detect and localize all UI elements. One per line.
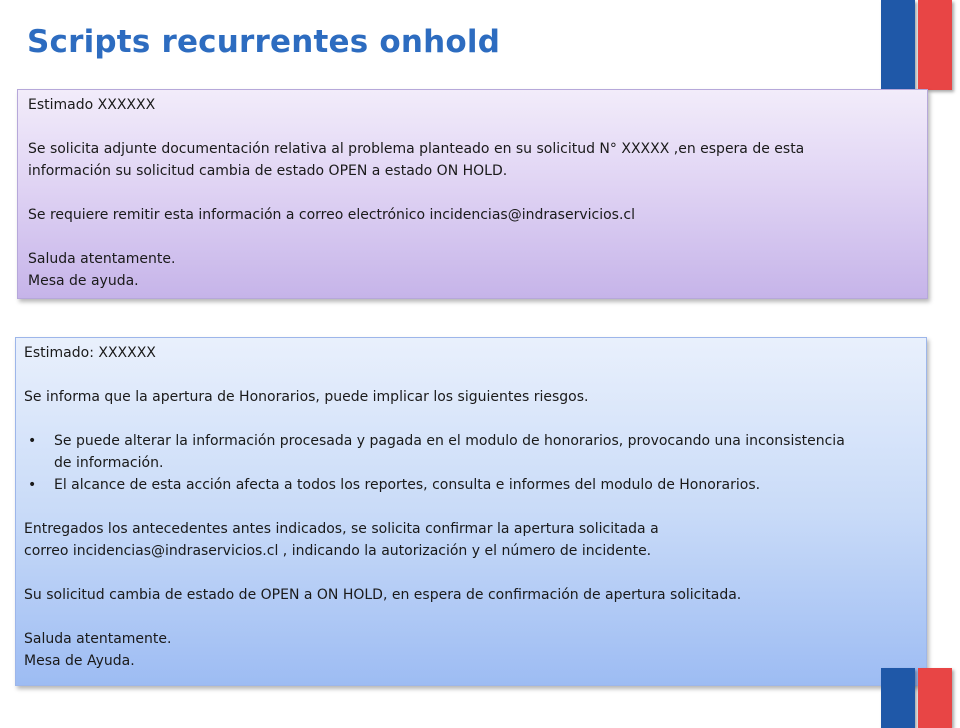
- flag-red-bar: [918, 668, 952, 728]
- status-change-line: Su solicitud cambia de estado de OPEN a ON HOLD, en espera de confirmación de apertura solicitada.: [24, 587, 742, 603]
- slide-title: Scripts recurrentes onhold: [27, 24, 501, 60]
- greeting: Estimado: XXXXXX: [24, 345, 156, 361]
- bullet-text-line: El alcance de esta acción afecta a todos los reportes, consulta e informes del modulo de Honorarios.: [54, 477, 761, 493]
- bullet-marker: •: [28, 433, 37, 449]
- closing-line: Saluda atentamente.: [28, 251, 176, 267]
- flag-blue-bar: [881, 668, 915, 728]
- risk-bullet-item: [24, 474, 918, 496]
- signature-line: Mesa de Ayuda.: [24, 653, 135, 669]
- intro-line: Se informa que la apertura de Honorarios, puede implicar los siguientes riesgos.: [24, 389, 589, 405]
- honorarios-risk-script-box: [15, 337, 927, 686]
- flag-red-bar: [918, 0, 952, 90]
- paragraph-line: Se solicita adjunte documentación relativa al problema planteado en su solicitud N° XXXXX ,en espera de esta: [28, 141, 805, 157]
- onhold-documentation-script-box: [17, 89, 928, 299]
- paragraph-line: información su solicitud cambia de estado OPEN a estado ON HOLD.: [28, 163, 508, 179]
- greeting: Estimado XXXXXX: [28, 97, 156, 113]
- risk-bullet-item: [24, 430, 918, 474]
- bullet-text-line: de información.: [54, 455, 164, 471]
- flag-decoration-bottom: [881, 668, 952, 728]
- paragraph-line: Entregados los antecedentes antes indicados, se solicita confirmar la apertura solicitada a: [24, 521, 659, 537]
- closing-line: Saluda atentamente.: [24, 631, 172, 647]
- flag-blue-bar: [881, 0, 915, 90]
- paragraph-line: correo incidencias@indraservicios.cl , indicando la autorización y el número de incidente.: [24, 543, 652, 559]
- bullet-text-line: Se puede alterar la información procesada y pagada en el modulo de honorarios, provocando una inconsistencia: [54, 433, 845, 449]
- signature-line: Mesa de ayuda.: [28, 273, 139, 289]
- flag-decoration-top: [881, 0, 952, 90]
- email-instruction: Se requiere remitir esta información a correo electrónico incidencias@indraservicios.cl: [28, 207, 636, 223]
- bullet-marker: •: [28, 477, 37, 493]
